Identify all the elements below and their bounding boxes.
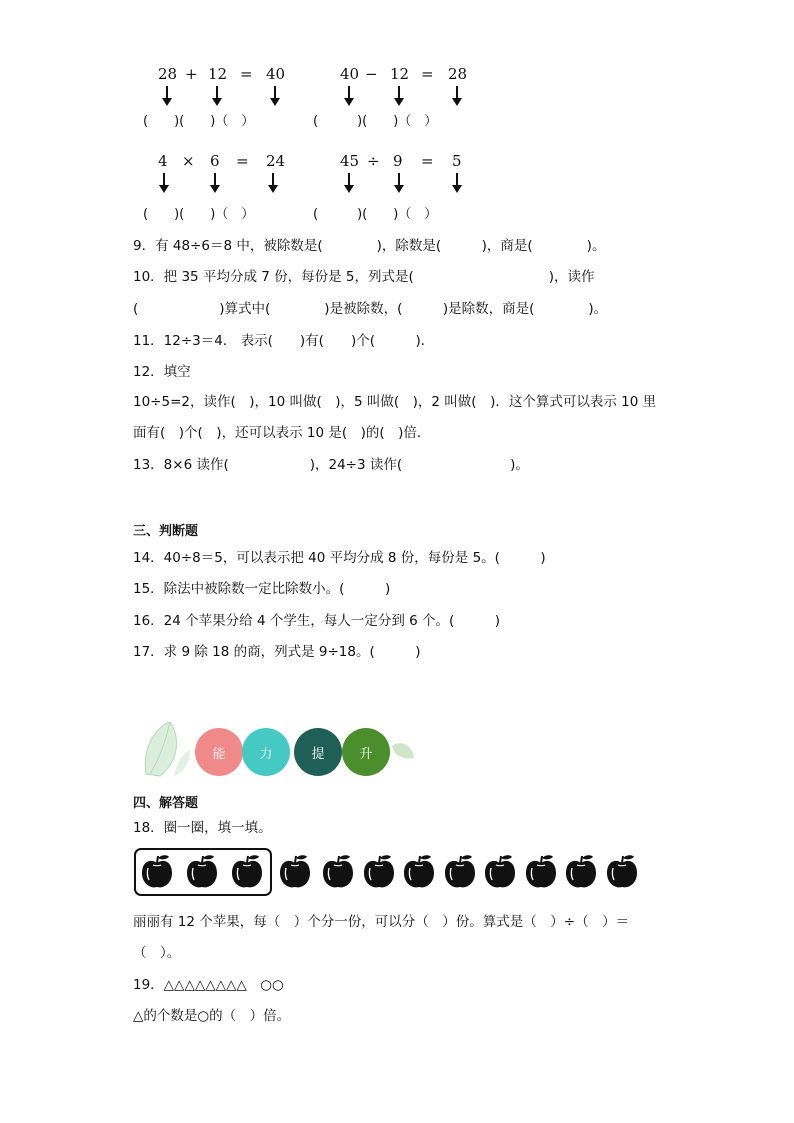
answer-blanks: ( )( )（ ） — [313, 114, 438, 129]
eq-op: + — [185, 65, 198, 83]
eq-num: 45 — [340, 152, 360, 170]
eq-num: 9 — [393, 152, 403, 170]
down-arrow-icon — [163, 173, 165, 187]
apple-icon — [564, 854, 598, 890]
question-19-line-1: △的个数是○的（ ）倍。 — [133, 1008, 291, 1024]
apple-icon — [605, 854, 639, 890]
banner-char: 升 — [359, 746, 373, 762]
banner-circle-3 — [294, 728, 342, 776]
apple-icon — [278, 854, 312, 890]
apple-icon — [321, 854, 355, 890]
eq-num: 40 — [266, 65, 286, 83]
eq-op: × — [182, 152, 195, 170]
banner-char: 提 — [311, 746, 325, 762]
down-arrow-icon — [348, 86, 350, 100]
down-arrow-icon — [456, 173, 458, 187]
small-leaf-icon — [390, 740, 416, 762]
question-14: 14．40÷8＝5，可以表示把 40 平均分成 8 份，每份是 5。( ) — [133, 550, 546, 566]
apple-icon — [443, 854, 477, 890]
answer-blanks: ( )( )（ ） — [143, 207, 255, 222]
eq-num: 12 — [208, 65, 228, 83]
question-17: 17．求 9 除 18 的商，列式是 9÷18。( ) — [133, 644, 421, 660]
question-9: 9．有 48÷6＝8 中，被除数是( )，除数是( )，商是( )。 — [133, 238, 606, 254]
question-11: 11．12÷3＝4． 表示( )有( )个( )． — [133, 333, 435, 349]
apple-icon — [402, 854, 436, 890]
down-arrow-icon — [398, 86, 400, 100]
question-12-line-1: 10÷5=2，读作( )，10 叫做( )，5 叫做( )，2 叫做( )．这个算式可以表示 10 里 — [133, 394, 657, 410]
question-18: 18．圈一圈，填一填。 — [133, 820, 272, 836]
eq-num: 12 — [390, 65, 410, 83]
eq-num: 40 — [340, 65, 360, 83]
eq-num: 28 — [448, 65, 468, 83]
question-15: 15．除法中被除数一定比除数小。( ) — [133, 581, 391, 597]
down-arrow-icon — [348, 173, 350, 187]
apple-icon — [362, 854, 396, 890]
eq-num: 5 — [452, 152, 462, 170]
question-19: 19．△△△△△△△△ ○○ — [133, 977, 284, 993]
banner-char: 力 — [259, 746, 273, 762]
question-18-line-2: （ ）。 — [133, 945, 181, 961]
question-10-line-2: ( )算式中( )是被除数，( )是除数，商是( )。 — [133, 301, 608, 317]
banner-circle-1 — [195, 728, 243, 776]
section-3-title: 三、判断题 — [133, 524, 199, 539]
apple-icon — [524, 854, 558, 890]
eq-op: = — [421, 65, 434, 83]
answer-blanks: ( )( )（ ） — [143, 114, 255, 129]
down-arrow-icon — [214, 173, 216, 187]
down-arrow-icon — [456, 86, 458, 100]
eq-num: 24 — [266, 152, 286, 170]
eq-op: − — [365, 65, 378, 83]
question-10-line-1: 10．把 35 平均分成 7 份，每份是 5，列式是( )，读作 — [133, 269, 595, 285]
banner-circle-2 — [242, 728, 290, 776]
eq-num: 6 — [210, 152, 220, 170]
down-arrow-icon — [216, 86, 218, 100]
eq-op: = — [421, 152, 434, 170]
eq-num: 28 — [158, 65, 178, 83]
down-arrow-icon — [274, 86, 276, 100]
apple-icon — [230, 854, 264, 890]
down-arrow-icon — [272, 173, 274, 187]
question-12-line-2: 面有( )个( )，还可以表示 10 是( )的( )倍． — [133, 425, 431, 441]
banner-circle-4 — [342, 728, 390, 776]
section-4-title: 四、解答题 — [133, 796, 199, 811]
eq-num: 4 — [158, 152, 168, 170]
eq-op: ÷ — [367, 152, 380, 170]
down-arrow-icon — [398, 173, 400, 187]
question-16: 16．24 个苹果分给 4 个学生，每人一定分到 6 个。( ) — [133, 613, 501, 629]
question-18-line-1: 丽丽有 12 个苹果，每（ ）个分一份，可以分（ ）份。算式是（ ）÷（ ）＝ — [133, 914, 630, 930]
eq-op: = — [240, 65, 253, 83]
down-arrow-icon — [166, 86, 168, 100]
question-13: 13．8×6 读作( )，24÷3 读作( )。 — [133, 457, 529, 473]
apple-icon — [185, 854, 219, 890]
question-12: 12．填空 — [133, 364, 191, 380]
eq-op: = — [236, 152, 249, 170]
apple-icon — [140, 854, 174, 890]
answer-blanks: ( )( )（ ） — [313, 207, 438, 222]
banner-char: 能 — [212, 746, 226, 762]
apple-icon — [483, 854, 517, 890]
leaf-icon — [140, 720, 192, 778]
